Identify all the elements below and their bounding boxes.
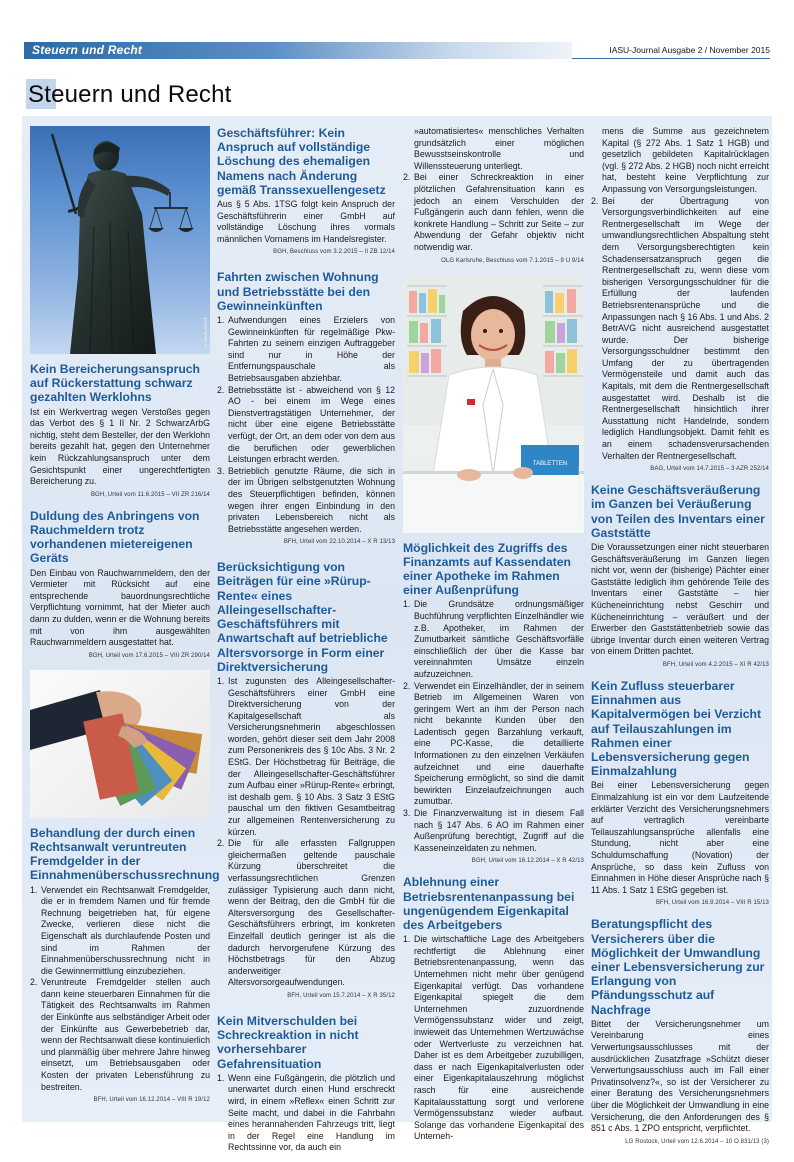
page-title: Steuern und Recht bbox=[28, 81, 232, 108]
article-title: Behandlung der durch einen Rechtsanwalt veruntreuten Fremdgelder in der Einnahmenüberschussrechnung bbox=[30, 825, 220, 883]
justitia-photo bbox=[30, 126, 210, 354]
article-title: Beratungspflicht des Versicherers über die Möglichkeit der Umwandlung einer Lebensversicherung zur Erlangung von Pfändungsschutz auf Nachfrage bbox=[591, 917, 765, 1017]
money-photo bbox=[30, 670, 210, 818]
article-text: Die Voraussetzungen einer nicht steuerbaren Geschäftsveräußerung im Ganzen liegen nicht vor, wenn der (bisherige) Pächter einer Gaststätte lediglich ihm gehörende Teile des Inventars einer Gaststätte – hier Kücheneinrichtung nebst Geschirr und Kücheneinrichtung – veräußert und der Erwerber den Gaststättenbetrieb sowie das übrige Inventar durch einen weiteren Vertrag von einem Dritten pachtet. bbox=[591, 542, 769, 657]
list-item-continued: »automatisiertes« menschliches Verhalten grundsätzlich einer möglichen Bewusstseinskontrolle und Willenssteuerung unterliegt. bbox=[414, 126, 584, 171]
article-title: Möglichkeit des Zugriffs des Finanzamts auf Kassendaten einer Apotheke im Rahmen einer Außenprüfung bbox=[403, 540, 571, 598]
article-citation: BGH, Urteil vom 17.6.2015 – VIII ZR 290/14 bbox=[88, 652, 210, 659]
column-4 bbox=[591, 126, 769, 1156]
article-text: Aus § 5 Abs. 1TSG folgt kein Anspruch der Geschäftsführerin einer GmbH auf vollständige Löschung ihres vormals männlichen Vornamens im Handelsregister. bbox=[217, 199, 395, 244]
article-list-continued bbox=[591, 126, 769, 462]
article-list bbox=[217, 1073, 395, 1154]
photo-credit: © Kaband Mehr - Fotolia.com bbox=[577, 466, 582, 527]
section-title: Steuern und Recht bbox=[32, 43, 143, 57]
article-list bbox=[217, 315, 395, 535]
article-citation: BGH, Beschluss vom 3.2.2015 – II ZB 12/14 bbox=[273, 249, 395, 256]
photo-credit: © Kaband Mehr - Fotolia.com bbox=[203, 751, 208, 812]
article-title: Kein Mitverschulden bei Schreckreaktion in nicht vorhersehbarer Gefahrensituation bbox=[217, 1013, 359, 1071]
list-item: 1. Die Grundsätze ordnungsmäßiger Buchführung verpflichten Einzelhändler wie z.B. Apotheker, im Rahmen der Zumutbarkeit sämtliche Geschäftsvorfälle einschließlich der über die Kasse bar vereinnahmten Umsätze einzeln aufzuzeichnen. bbox=[414, 599, 584, 680]
column-3 bbox=[403, 126, 584, 1143]
article-list-continued bbox=[403, 126, 584, 254]
photo-credit: © MarkusBeck bbox=[203, 316, 208, 348]
article-list bbox=[403, 599, 584, 854]
article-citation: BFH, Urteil vom 16.9.2014 – VIII R 15/13 bbox=[655, 900, 769, 907]
article-citation: LG Rostock, Urteil vom 12.6.2014 – 10 O 831/13 (3) bbox=[625, 1138, 769, 1145]
article-citation: BFH, Urteil vom 15.7.2014 – X R 35/12 bbox=[287, 992, 395, 999]
header-rule bbox=[572, 58, 770, 59]
list-item: Wenn eine Fußgängerin, die plötzlich und unerwartet durch einen Hund erschreckt wird, in einem »Reflex« einen Schritt zur Seite macht, und dabei in die Fahrbahn eines herannahenden Fahrzeugs tritt, liegt in der Regel eine Handlung im Rechtssinne vor, da auch ein bbox=[228, 1072, 395, 1153]
article-title: Geschäftsführer: Kein Anspruch auf vollständige Löschung des ehemaligen Namens nach Änderung gemäß Transsexuellengesetz bbox=[217, 126, 386, 197]
article-title: Kein Bereicherungsanspruch auf Rückerstattung schwarz gezahlten Werklohns bbox=[30, 362, 200, 405]
article-citation: OLG Karlsruhe, Beschluss vom 7.1.2015 – 9 U 9/14 bbox=[441, 257, 584, 264]
article-title: Ablehnung einer Betriebsrentenanpassung bei ungenügendem Eigenkapital des Arbeitgebers bbox=[403, 875, 575, 933]
list-item: Betrieblich genutzte Räume, die sich in der im Übrigen selbstgenutzten Wohnung des Steuerpflichtigen befinden, können wegen ihrer engen Einbindung in den privaten Lebensbereich nicht als Betriebsstätte angesehen werden. bbox=[228, 465, 395, 534]
article-title: Keine Geschäftsveräußerung im Ganzen bei Veräußerung von Teilen des Inventars einer Gaststätte bbox=[591, 483, 765, 540]
list-item: Veruntreute Fremdgelder stellen auch dann keine steuerbaren Einnahmen für die Tätigkeit des Rechtsanwalts im Rahmen der Einkünfte aus selbständiger Arbeit oder der Einkünfte aus Gewerbebetrieb dar, wenn der Rechtsanwalt diese kontinuierlich und planmäßig über mehrere Jahre hinweg einsetzt, um Betriebsausgaben oder Kosten der privaten Lebensführung zu bestreiten. bbox=[41, 977, 210, 1092]
list-item: 1. Die wirtschaftliche Lage des Arbeitgebers rechtfertigt die Ablehnung einer Betriebsrentenanpassung, wenn das Unternehmen nicht mehr über genügend Eigenkapital verfügt. Das vorhandene Eigenkapital spiegelt die dem Unternehmen zuzuordnende Vermögenssubstanz wider und zeigt, inwieweit das Unternehmen Wertzuwächse oder Wertverluste zu verzeichnen hat. Daher ist es dem Arbeitgeber zuzubilligen, dass er nach Eigenkapitalverlusten oder einer Eigenkapitalauszehrung möglichst rasch für eine ausreichende Kapitalausstattung sorgt und verlorene Vermögenssubstanz wieder aufbaut. Solange das vorhandene Eigenkapital des Unterneh- bbox=[414, 934, 584, 1143]
article-text: Den Einbau von Rauchwarnmeldern, den der Vermieter mit Rücksicht auf eine entsprechende bauordnungsrechtliche Verpflichtung vornimmt, hat der Mieter auch dann zu dulden, wenn er die Wohnung bereits mit von ihm ausgewählten Rauchwarnmeldern ausgestattet hat. bbox=[30, 567, 210, 648]
article-list bbox=[217, 676, 395, 989]
list-item: Aufwendungen eines Erzielers von Gewinneinkünften für regelmäßige Pkw-Fahrten zu seinem einzigen Auftraggeber sind nur in Höhe der Entfernungspauschale als Betriebsausgaben abziehbar. bbox=[228, 315, 395, 383]
list-item: 3. Die Finanzverwaltung ist in diesem Fall nach § 147 Abs. 6 AO im Rahmen einer Außenprüfung berechtigt, Zugriff auf die Kasseneinzeldaten zu nehmen. bbox=[414, 808, 584, 854]
justitia-statue-icon bbox=[30, 126, 210, 354]
list-item: 2. Bei der Übertragung von Versorgungsverbindlichkeiten auf eine Rentnergesellschaft im Wege der umwandlungsrechtlichen Abspaltung steht dem Versorgungsberechtigten kein Schadensersatzanspruch gegen die Rentnergesellschaft zu, wenn diese vom bisherigen Versorgungsschuldner für die Erfüllung der laufenden Betriebsrentenansprüche und die Anpassungen nach § 16 Abs. 1 und Abs. 2 BetrAVG nicht ausreichend ausgestattet wurde. Der bisherige Versorgungsschuldner bestimmt den Umfang der zu übertragenden Vermögensteile und damit auch das Kapitals, mit dem die Rentnergesellschaft ausgestattet wird. Deshalb ist die Rentnergesellschaft hinsichtlich ihrer Ausstattung nicht Handelnde, sondern lediglich Handlungsobjekt. Damit fehlt es an einem schadensverursachenden Verhalten der Rentnergesellschaft. bbox=[602, 196, 769, 463]
article-citation: BFH, Urteil vom 22.10.2014 – X R 13/13 bbox=[283, 539, 395, 546]
list-item: Verwendet ein Rechtsanwalt Fremdgelder, die er in fremdem Namen und für fremde Rechnung beigetrieben hat, für eigene Zwecke, verlieren diese nicht die Eigenschaft als durchlaufende Posten und sind im Rahmen der Einnahmenüberschussrechnung nicht in die Gewinnermittlung einzubeziehen. bbox=[41, 884, 210, 976]
article-title: Kein Zufluss steuerbarer Einnahmen aus Kapitalvermögen bei Verzicht auf Teilauszahlungen im Rahmen einer Lebensversicherung gegen Einmalzahlung bbox=[591, 678, 761, 779]
article-text: Bittet der Versicherungsnehmer um Vereinbarung eines Verwertungsausschlusses mit der ausdrücklichen Zusatzfrage »Schützt dieser Verwertungsausschluss auch im Fall einer Privatinsolvenz?«, so ist der Versicherer zu einer Beratung des Versicherungsnehmers über die Möglichkeit der Umwandlung in eine Versicherung, die den Anforderungen des § 851 c Abs. 1 ZPO entspricht, verpflichtet. bbox=[591, 1018, 769, 1134]
column-1 bbox=[30, 126, 220, 1114]
list-item: 2. Bei einer Schreckreaktion in einer plötzlichen Gefahrensituation kann es jedoch an einem Verschulden der Fußgängerin auch dann fehlen, wenn die konkrete Handlung – Schritt zur Seite – zur Abwendung der Gefahr objektiv nicht notwendig war. bbox=[414, 172, 584, 253]
list-item: Betriebsstätte ist - abweichend von § 12 AO - bei einem im Wege eines Dienstvertragstätigen Unternehmer, der nicht über eine eigene Betriebsstätte verfügt, der Ort, an dem oder von dem aus die beruflichen oder gewerblichen Leistungen erbracht werden. bbox=[228, 384, 395, 465]
article-title: Berücksichtigung von Beiträgen für eine »Rürup-Rente« eines Alleingesellschafter-Geschäftsführers mit Anwartschaft auf betriebliche Altersvorsorge in Form einer Direktversicherung bbox=[217, 560, 388, 674]
section-bar bbox=[24, 42, 572, 59]
article-list bbox=[30, 885, 210, 1094]
pharmacist-icon bbox=[403, 275, 584, 533]
article-text: Ist ein Werkvertrag wegen Verstoßes gegen das Verbot des § 1 II Nr. 2 SchwarzArbG nichtig, steht dem Besteller, der den Werklohn bereits gezahlt hat, gegen den Unternehmer kein Rückzahlungsanspruch unter dem Gesichtspunkt einer ungerechtfertigten Bereicherung zu. bbox=[30, 406, 210, 487]
money-hand-icon bbox=[30, 670, 210, 818]
journal-reference: IASU-Journal Ausgabe 2 / November 2015 bbox=[609, 45, 770, 55]
list-item: 2. Verwendet ein Einzelhändler, der in seinem Betrieb im Allgemeinen Waren von geringem Wert an ihm der Person nach nicht bekannte Kunden über den Ladentisch gegen Barzahlung verkauft, eine PC-Kasse, die detaillierte Informationen zu den einzelnen Verkäufen aufzeichnet und eine dauerhafte Speicherung ermöglicht, so sind die damit bewirkten Einzelaufzeichnungen auch zumutbar. bbox=[414, 681, 584, 809]
list-item: Die für alle erfassten Fallgruppen gleichermaßen geltende pauschale Kürzung überschreitet die verfassungsrechtlichen Grenzen zulässiger Typisierung auch dann nicht, wenn der Beitrag, den die GmbH für die Altersversorgung des Gesellschafter-Geschäftsführers erbringt, im konkreten Einzelfall deutlich geringer ist als die dadurch hervorgerufene Kürzung des Höchstbetrags für den Abzug anderweitiger Altersvorsorgeaufwendungen. bbox=[228, 838, 395, 988]
article-citation: BGH, Urteil vom 16.12.2014 – X R 42/13 bbox=[471, 858, 584, 865]
article-citation: BFH, Urteil vom 16.12.2014 – VIII R 19/12 bbox=[93, 1097, 210, 1104]
box-label: TABLETTEN bbox=[532, 460, 568, 467]
article-list bbox=[403, 934, 584, 1143]
article-citation: BFH, Urteil vom 4.2.2015 – XI R 42/13 bbox=[662, 661, 769, 668]
list-item: Ist zugunsten des Alleingesellschafter-Geschäftsführers einer GmbH eine Direktversicherung von der Kapitalgesellschaft als Versicherungsnehmerin abgeschlossen worden, gehört dieser seit dem Jahr 2008 zum Personenkreis des § 10c Abs. 3 Nr. 2 EStG. Der Höchstbetrag für Beiträge, die der Alleingesellschafter-Geschäftsführer zum Aufbau einer »Rürup-Rente« erbringt, ist deshalb gem. § 10 Abs. 3 Satz 3 EStG pauschal um den fiktiven Gesamtbeitrag zur allgemeinen Rentenversicherung zu kürzen. bbox=[228, 675, 395, 837]
pharmacy-photo bbox=[403, 275, 584, 533]
article-text: Bei einer Lebensversicherung gegen Einmalzahlung ist ein vor dem Laufzeitende erklärter Verzicht des Versicherungsnehmers auf vertraglich vereinbarte Teilauszahlungsansprüche allenfalls eine Stundung, nicht aber eine Schuldumschaffung (Novation) der Ansprüche, so dass kein Zufluss von Einnahmen in Höhe dieser Ansprüche nach § 11 Abs. 1 Satz 1 EStG gegeben ist. bbox=[591, 780, 769, 895]
article-title: Duldung des Anbringens von Rauchmeldern trotz vorhandenen mietereigenen Geräts bbox=[30, 508, 200, 566]
list-item-continued: mens die Summe aus gezeichnetem Kapital (§ 272 Abs. 1 Satz 1 HGB) und gesetzlich gebildeten Kapitalrücklagen (vgl. § 272 Abs. 2 HGB) noch nicht erreicht hat, besteht keine Verpflichtung zur Anpassung von Versorgungsleistungen. bbox=[602, 126, 769, 194]
article-citation: BGH, Urteil vom 11.6.2015 – VII ZR 216/14 bbox=[90, 491, 210, 498]
article-citation: BAG, Urteil vom 14.7.2015 – 3 AZR 252/14 bbox=[650, 466, 769, 473]
article-title: Fahrten zwischen Wohnung und Betriebsstätte bei den Gewinneinkünften bbox=[217, 270, 379, 313]
column-2 bbox=[217, 126, 395, 1154]
